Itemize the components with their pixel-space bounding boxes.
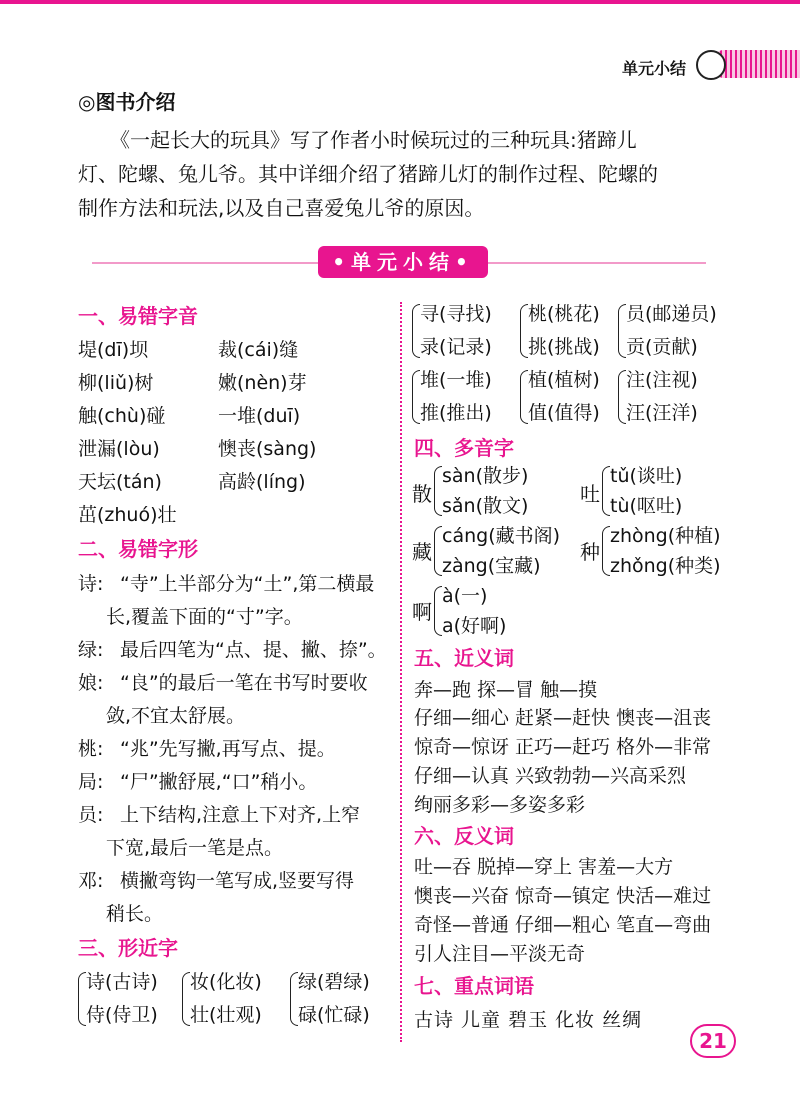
sound-item: 裁(cái)缝	[218, 339, 299, 361]
similar-item: 堆(一堆)	[420, 369, 492, 391]
poly-char: 散	[412, 482, 432, 506]
brace	[520, 370, 528, 424]
header-bar	[0, 0, 800, 4]
sound-item: 茁(zhuó)壮	[78, 504, 177, 526]
heading-confusing-sounds: 一、易错字音	[78, 304, 198, 328]
form-char: 诗:	[78, 573, 104, 595]
form-line: 敛,不宜太舒展。	[106, 705, 246, 727]
similar-item: 桃(桃花)	[528, 303, 600, 325]
similar-item: 挑(挑战)	[528, 336, 600, 358]
poly-char: 藏	[412, 540, 432, 564]
form-line: 横撇弯钩一笔写成,竖要写得	[120, 870, 355, 892]
synonym-line: 仔细—细心 赶紧—赶快 懊丧—沮丧	[414, 707, 712, 729]
poly-reading: zhòng(种植)	[610, 525, 721, 547]
form-line: 最后四笔为“点、提、撇、捺”。	[120, 639, 387, 661]
brace	[78, 972, 86, 1026]
antonym-line: 引人注目—平淡无奇	[414, 943, 586, 965]
synonym-line: 惊奇—惊讶 正巧—赶巧 格外—非常	[414, 736, 712, 758]
poly-reading: tǔ(谈吐)	[610, 465, 683, 487]
brace	[618, 304, 626, 358]
form-line: “寺”上半部分为“土”,第二横最	[120, 573, 375, 595]
brace	[618, 370, 626, 424]
form-line: 上下结构,注意上下对齐,上窄	[120, 804, 361, 826]
similar-item: 植(植树)	[528, 369, 600, 391]
similar-item: 诗(古诗)	[86, 971, 158, 993]
heading-key-words: 七、重点词语	[414, 974, 534, 998]
form-char: 桃:	[78, 738, 104, 760]
form-line: 下宽,最后一笔是点。	[106, 837, 284, 859]
intro-line-3: 制作方法和玩法,以及自己喜爱兔儿爷的原因。	[78, 196, 485, 220]
form-char: 员:	[78, 804, 104, 826]
similar-item: 侍(侍卫)	[86, 1004, 158, 1026]
sound-item: 触(chù)碰	[78, 405, 166, 427]
brace	[182, 972, 190, 1026]
section-title: •单元小结•	[318, 246, 488, 278]
poly-char: 啊	[412, 600, 432, 624]
poly-char: 吐	[580, 482, 600, 506]
sound-item: 泄漏(lòu)	[78, 438, 160, 460]
sound-item: 天坛(tán)	[78, 471, 162, 493]
intro-line-1: 《一起长大的玩具》写了作者小时候玩过的三种玩具:猪蹄儿	[110, 128, 637, 152]
poly-reading: cáng(藏书阁)	[442, 525, 561, 547]
poly-reading: a(好啊)	[442, 615, 507, 637]
poly-reading: tù(呕吐)	[610, 495, 683, 517]
sound-item: 堤(dī)坝	[78, 339, 149, 361]
heading-synonyms: 五、近义词	[414, 646, 514, 670]
brace	[520, 304, 528, 358]
similar-item: 绿(碧绿)	[298, 971, 370, 993]
poly-reading: sàn(散步)	[442, 465, 529, 487]
poly-reading: à(一)	[442, 585, 488, 607]
brace	[412, 304, 420, 358]
sound-item: 嫩(nèn)芽	[218, 372, 307, 394]
similar-item: 录(记录)	[420, 336, 492, 358]
header-title: 单元小结	[622, 59, 687, 78]
similar-item: 贡(贡献)	[626, 336, 698, 358]
brace	[434, 586, 442, 636]
heading-polyphones: 四、多音字	[414, 436, 514, 460]
similar-item: 妆(化妆)	[190, 971, 262, 993]
brace	[290, 972, 298, 1026]
form-char: 娘:	[78, 672, 104, 694]
similar-item: 推(推出)	[420, 402, 492, 424]
poly-reading: sǎn(散文)	[442, 495, 529, 517]
intro-line-2: 灯、陀螺、兔儿爷。其中详细介绍了猪蹄儿灯的制作过程、陀螺的	[78, 162, 658, 186]
form-line: “尸”撇舒展,“口”稍小。	[120, 771, 318, 793]
sound-item: 高龄(líng)	[218, 471, 306, 493]
brace	[602, 526, 610, 576]
similar-item: 壮(壮观)	[190, 1004, 262, 1026]
synonym-line: 绚丽多彩—多姿多彩	[414, 794, 586, 816]
page-number: 21	[690, 1024, 736, 1058]
similar-item: 员(邮递员)	[626, 303, 717, 325]
similar-item: 注(注视)	[626, 369, 698, 391]
form-char: 绿:	[78, 639, 104, 661]
heading-confusing-forms: 二、易错字形	[78, 537, 198, 561]
poly-reading: zhǒng(种类)	[610, 555, 721, 577]
sound-item: 懊丧(sàng)	[218, 438, 317, 460]
similar-item: 汪(汪洋)	[626, 402, 698, 424]
similar-item: 值(值得)	[528, 402, 600, 424]
synonym-line: 仔细—认真 兴致勃勃—兴高采烈	[414, 765, 687, 787]
brace	[434, 466, 442, 516]
antonym-line: 奇怪—普通 仔细—粗心 笔直—弯曲	[414, 914, 712, 936]
section-line-left	[92, 262, 322, 264]
intro-heading: ◎图书介绍	[78, 90, 176, 114]
poly-reading: zàng(宝藏)	[442, 555, 541, 577]
section-line-right	[488, 262, 706, 264]
similar-item: 碌(忙碌)	[298, 1004, 370, 1026]
header-emblem-icon	[696, 50, 726, 80]
form-char: 局:	[78, 771, 104, 793]
heading-antonyms: 六、反义词	[414, 824, 514, 848]
heading-similar-chars: 三、形近字	[78, 936, 178, 960]
synonym-line: 奔—跑 探—冒 触—摸	[414, 679, 598, 701]
sound-item: 一堆(duī)	[218, 405, 301, 427]
form-char: 邓:	[78, 870, 104, 892]
brace	[434, 526, 442, 576]
antonym-line: 吐—吞 脱掉—穿上 害羞—大方	[414, 856, 674, 878]
brace	[412, 370, 420, 424]
key-words: 古诗 儿童 碧玉 化妆 丝绸	[414, 1009, 643, 1031]
form-line: “兆”先写撇,再写点、提。	[120, 738, 336, 760]
form-line: 长,覆盖下面的“寸”字。	[106, 606, 303, 628]
brace	[602, 466, 610, 516]
antonym-line: 懊丧—兴奋 惊奇—镇定 快活—难过	[414, 885, 712, 907]
form-line: “良”的最后一笔在书写时要收	[120, 672, 368, 694]
poly-char: 种	[580, 540, 600, 564]
form-line: 稍长。	[106, 903, 164, 925]
sound-item: 柳(liǔ)树	[78, 372, 154, 394]
similar-item: 寻(寻找)	[420, 303, 492, 325]
column-divider	[400, 302, 402, 1042]
